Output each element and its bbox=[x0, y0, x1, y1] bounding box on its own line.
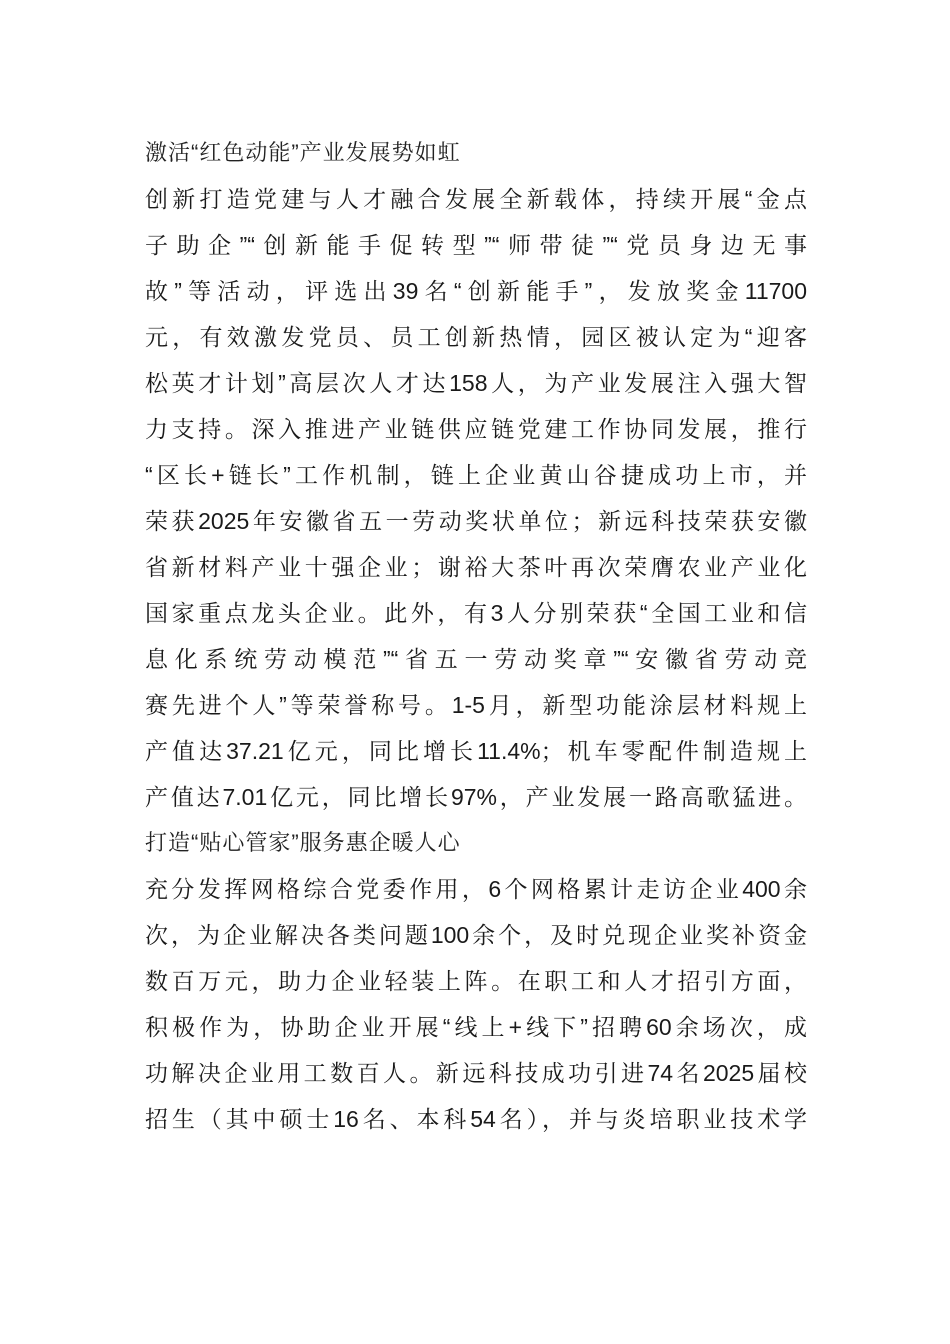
paragraph-line: 故”等活动，评选出39名“创新能手”，发放奖金11700 bbox=[145, 278, 807, 304]
paragraph-line: 省新材料产业十强企业；谢裕大茶叶再次荣膺农业产业化 bbox=[145, 554, 807, 580]
paragraph-line: 元，有效激发党员、员工创新热情，园区被认定为“迎客 bbox=[145, 324, 807, 350]
paragraph-line: 国家重点龙头企业。此外，有3人分别荣获“全国工业和信 bbox=[145, 600, 807, 626]
paragraph-line: 产值达37.21亿元，同比增长11.4%；机车零配件制造规上 bbox=[145, 738, 807, 764]
paragraph-line: “区长+链长”工作机制，链上企业黄山谷捷成功上市，并 bbox=[145, 462, 807, 488]
paragraph-line: 荣获2025年安徽省五一劳动奖状单位；新远科技荣获安徽 bbox=[145, 508, 807, 534]
section-paragraph bbox=[145, 866, 807, 1142]
paragraph-line: 创新打造党建与人才融合发展全新载体，持续开展“金点 bbox=[145, 186, 807, 212]
paragraph-line: 功解决企业用工数百人。新远科技成功引进74名2025届校 bbox=[145, 1060, 807, 1086]
section-paragraph bbox=[145, 176, 807, 820]
paragraph-line: 息化系统劳动模范”“省五一劳动奖章”“安徽省劳动竞 bbox=[145, 646, 807, 672]
paragraph-line: 数百万元，助力企业轻装上阵。在职工和人才招引方面， bbox=[145, 968, 807, 994]
paragraph-line: 力支持。深入推进产业链供应链党建工作协同发展，推行 bbox=[145, 416, 807, 442]
paragraph-line: 充分发挥网格综合党委作用，6个网格累计走访企业400余 bbox=[145, 876, 807, 902]
paragraph-line: 产值达7.01亿元，同比增长97%，产业发展一路高歌猛进。 bbox=[145, 784, 807, 810]
section-heading: 激活“红色动能”产业发展势如虹 bbox=[145, 140, 461, 165]
paragraph-line: 招生（其中硕士16名、本科54名），并与炎培职业技术学 bbox=[145, 1106, 807, 1132]
section-heading: 打造“贴心管家”服务惠企暖人心 bbox=[145, 830, 461, 855]
document-page bbox=[145, 130, 807, 1142]
paragraph-line: 次，为企业解决各类问题100余个，及时兑现企业奖补资金 bbox=[145, 922, 807, 948]
paragraph-line: 赛先进个人”等荣誉称号。1-5月，新型功能涂层材料规上 bbox=[145, 692, 807, 718]
paragraph-line: 子助企”“创新能手促转型”“师带徒”“党员身边无事 bbox=[145, 232, 807, 258]
paragraph-line: 积极作为，协助企业开展“线上+线下”招聘60余场次，成 bbox=[145, 1014, 807, 1040]
paragraph-line: 松英才计划”高层次人才达158人，为产业发展注入强大智 bbox=[145, 370, 807, 396]
